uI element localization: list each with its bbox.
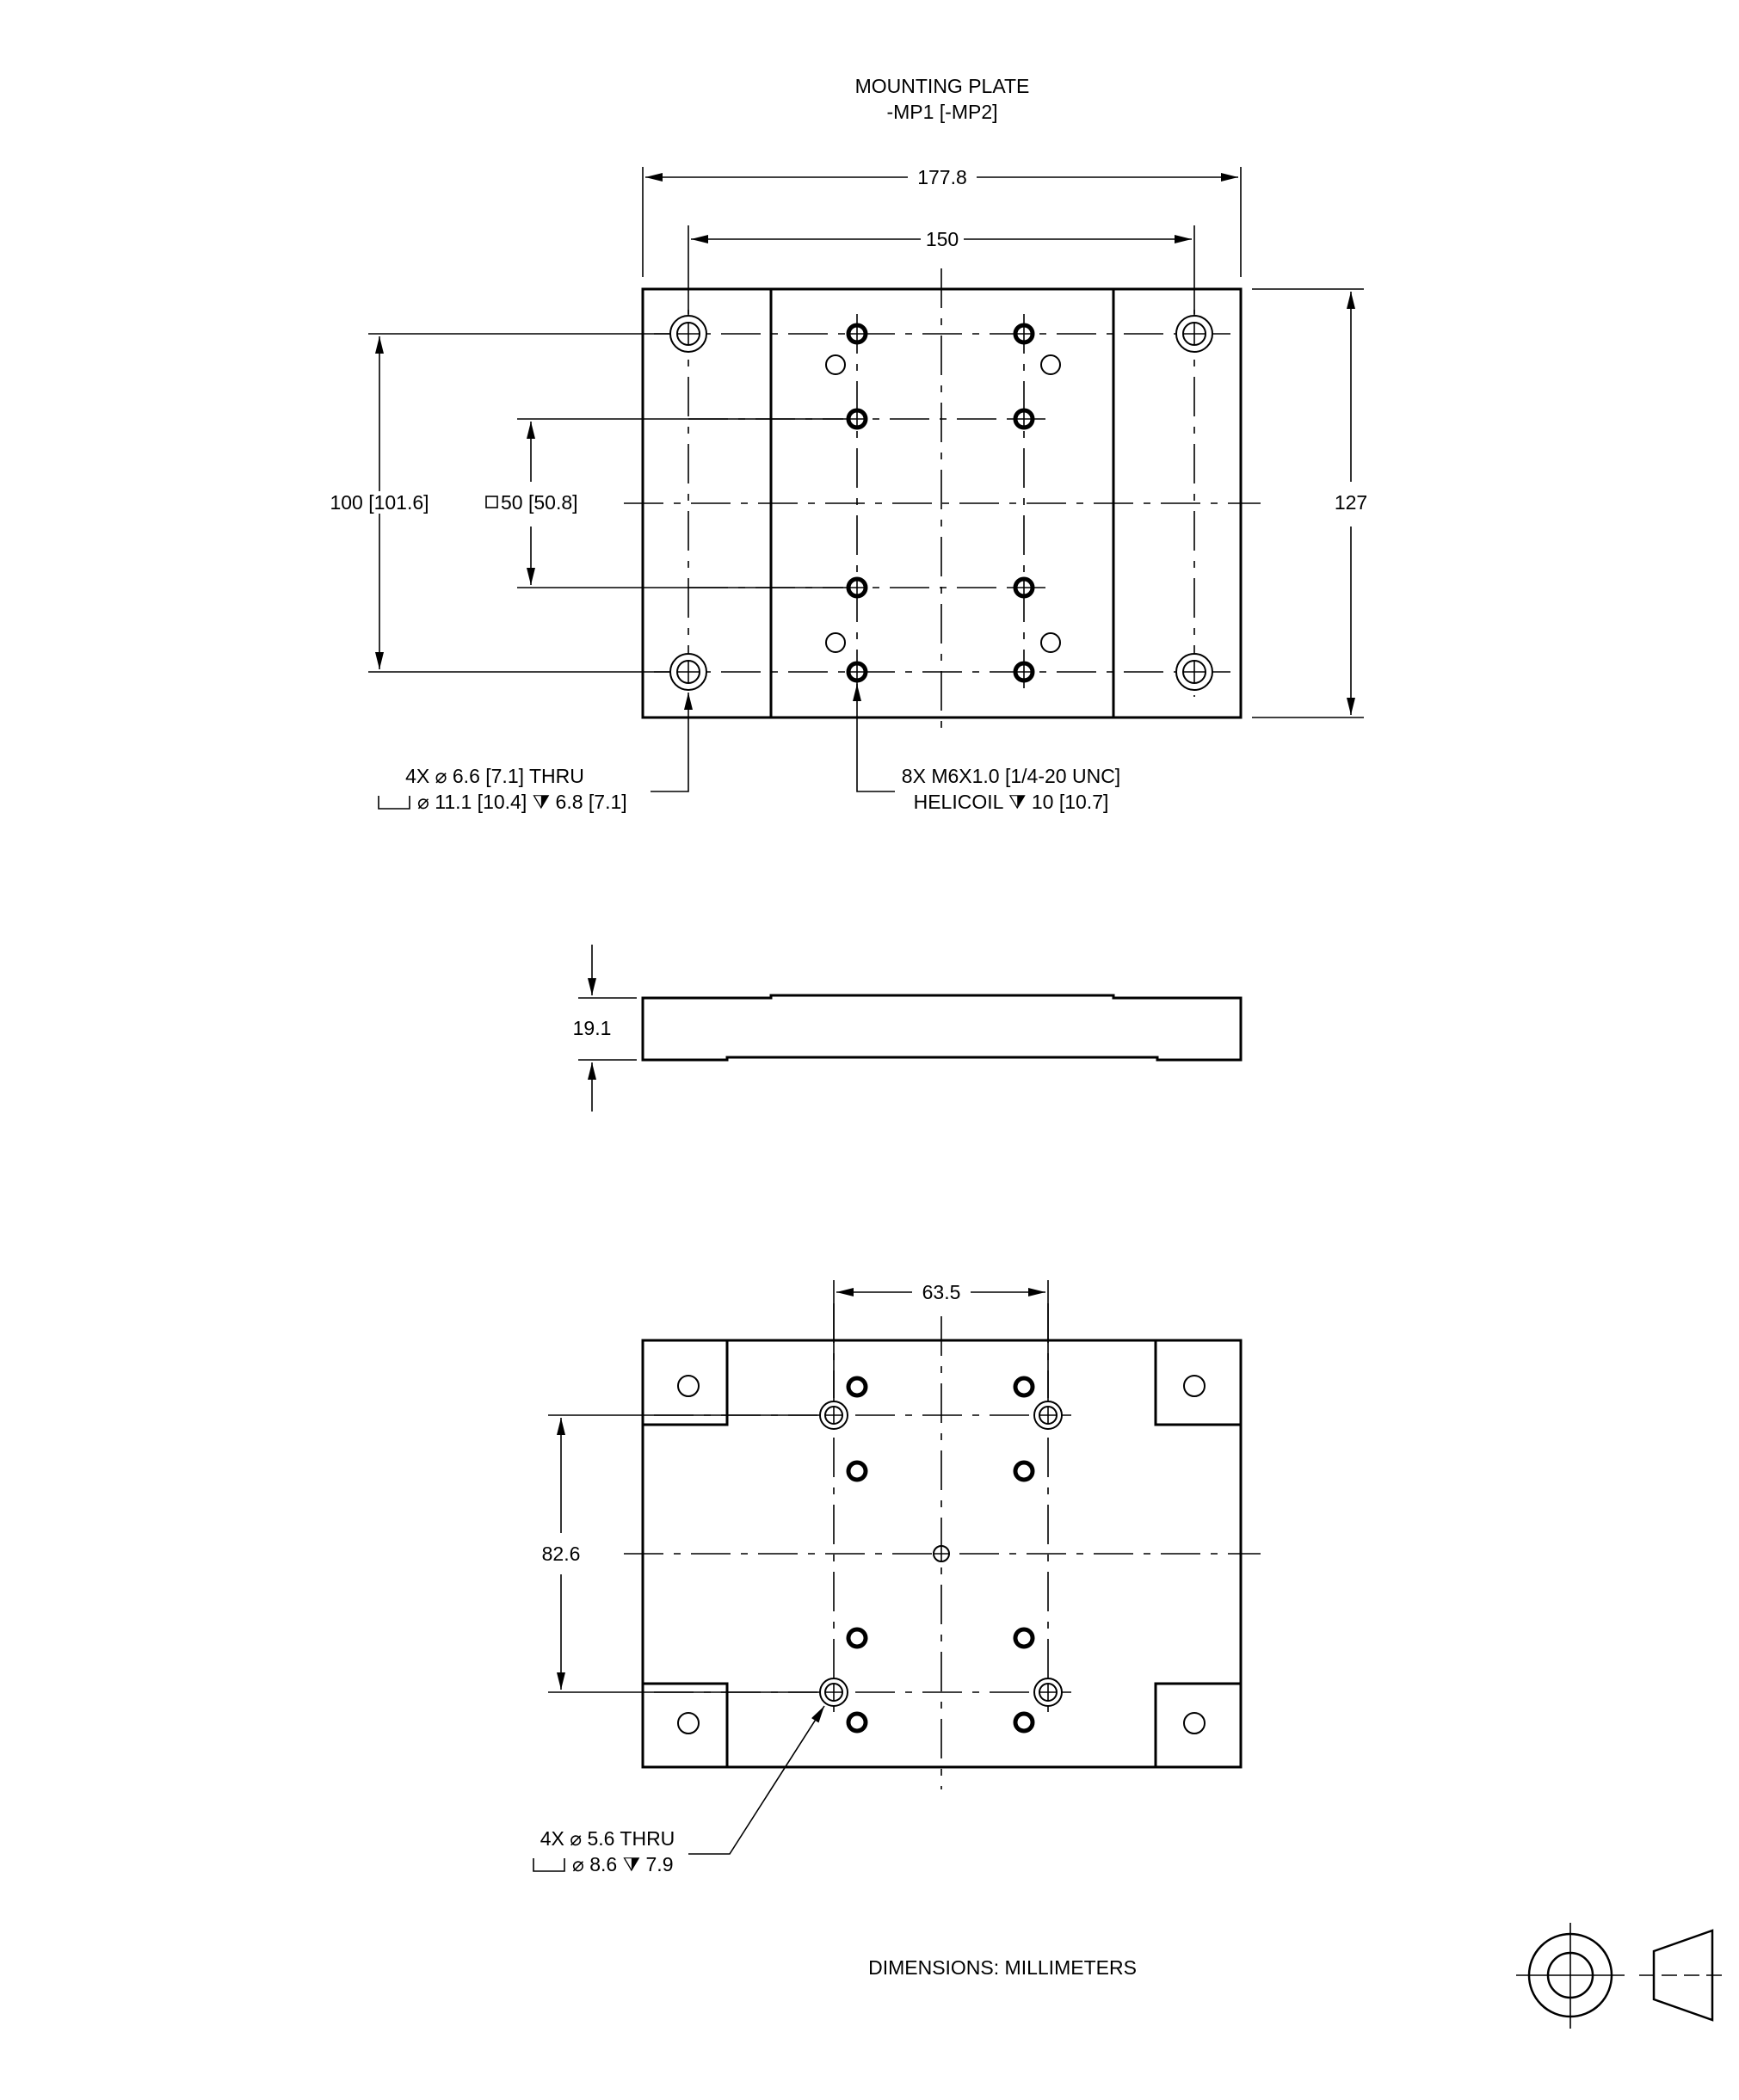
top-view-centerlines — [624, 268, 1261, 738]
units-note: DIMENSIONS: MILLIMETERS — [868, 1956, 1137, 1979]
bold-hole — [1015, 1629, 1033, 1647]
dim-bottom-hole-span-x-label: 63.5 — [922, 1281, 961, 1303]
small-hole — [826, 633, 845, 652]
tapped-hole — [1015, 325, 1033, 342]
callout-tapped-holes-line-1: 8X M6X1.0 [1/4-20 UNC] — [901, 765, 1121, 787]
callout-tapped-holes — [902, 765, 1120, 813]
bottom-view — [533, 1280, 1261, 1875]
callout-bottom-holes — [533, 1827, 675, 1875]
pocket-hole — [678, 1713, 699, 1734]
bold-hole — [848, 1463, 866, 1480]
small-hole — [1041, 633, 1060, 652]
tapped-hole — [848, 663, 866, 680]
callout-tapped-holes-line-2: HELICOIL ⧩ 10 [10.7] — [913, 791, 1109, 813]
dim-overall-width — [643, 166, 1241, 277]
pocket-hole — [1184, 1713, 1205, 1734]
dim-square-pattern-label: 50 [50.8] — [501, 491, 578, 514]
bold-hole — [848, 1714, 866, 1731]
bottom-view-center-hole — [934, 1546, 949, 1561]
counterbore-hole — [670, 316, 706, 352]
counterbore-symbol-icon — [533, 1858, 564, 1871]
counterbore-hole — [1176, 654, 1212, 690]
bold-hole — [1015, 1714, 1033, 1731]
counterbore-hole — [670, 654, 706, 690]
dim-overall-height — [1252, 289, 1367, 717]
square-symbol-icon — [486, 496, 497, 508]
tapped-hole — [1015, 579, 1033, 596]
small-hole — [826, 355, 845, 374]
pocket-hole — [678, 1376, 699, 1396]
side-view — [573, 945, 1241, 1112]
counterbore-symbol-icon — [379, 796, 410, 809]
tapped-hole — [848, 410, 866, 428]
dim-thickness-label: 19.1 — [572, 1017, 612, 1039]
tapped-hole — [848, 579, 866, 596]
dim-hole-span-x-label: 150 — [925, 228, 959, 250]
callout-thru-holes-line-2: ⌀ 11.1 [10.4] ⧩ 6.8 [7.1] — [417, 791, 627, 813]
bold-hole — [1015, 1463, 1033, 1480]
bold-hole — [1015, 1378, 1033, 1395]
side-view-outline — [643, 995, 1241, 1060]
small-hole — [1041, 355, 1060, 374]
counterbore-hole — [1034, 1678, 1062, 1706]
tapped-hole — [1015, 410, 1033, 428]
drawing-title — [855, 75, 1030, 123]
bottom-view-leader — [688, 1706, 824, 1854]
pocket-hole — [1184, 1376, 1205, 1396]
top-view-leaders — [651, 684, 895, 791]
callout-bottom-holes-line-2: ⌀ 8.6 ⧩ 7.9 — [572, 1853, 674, 1875]
top-view — [330, 166, 1367, 813]
bold-hole — [848, 1629, 866, 1647]
dim-overall-height-label: 127 — [1334, 491, 1368, 514]
counterbore-hole — [1176, 316, 1212, 352]
callout-thru-holes — [379, 765, 627, 813]
callout-bottom-holes-line-1: 4X ⌀ 5.6 THRU — [540, 1827, 675, 1850]
dim-overall-width-label: 177.8 — [917, 166, 967, 188]
title-line-1: MOUNTING PLATE — [854, 75, 1030, 97]
tapped-hole — [848, 325, 866, 342]
third-angle-projection-icon — [1516, 1923, 1725, 2029]
dim-hole-span-y-label: 100 [101.6] — [330, 491, 429, 514]
counterbore-hole — [820, 1678, 848, 1706]
counterbore-hole — [1034, 1401, 1062, 1429]
callout-thru-holes-line-1: 4X ⌀ 6.6 [7.1] THRU — [405, 765, 584, 787]
dim-bottom-hole-span-y-label: 82.6 — [541, 1543, 581, 1565]
dim-thickness — [573, 945, 637, 1112]
title-line-2: -MP1 [-MP2] — [886, 101, 998, 123]
bold-hole — [848, 1378, 866, 1395]
counterbore-hole — [820, 1401, 848, 1429]
tapped-hole — [1015, 663, 1033, 680]
